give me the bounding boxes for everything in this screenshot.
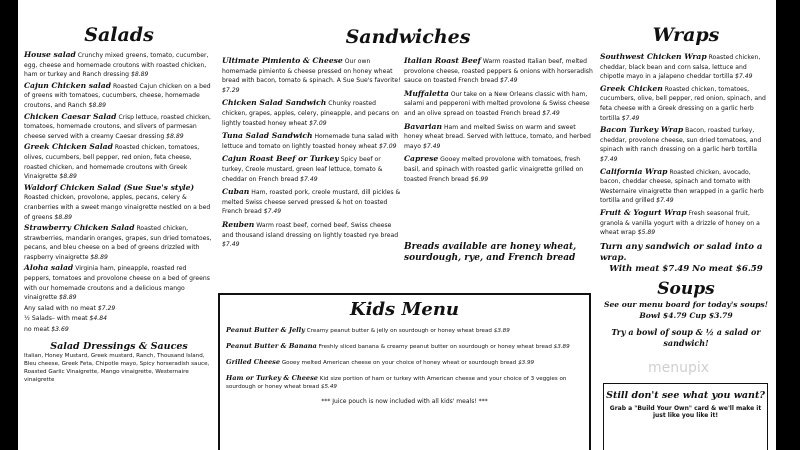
menu-item-price: $7.49: [735, 73, 753, 81]
menu-item: [600, 52, 772, 82]
still-title: Still don't see what you want?: [606, 390, 765, 401]
menu-item-name: Bavarian: [404, 121, 442, 131]
menu-item-price: $3.89: [553, 344, 570, 350]
scan-edge: [776, 0, 800, 450]
menu-item-name: California Wrap: [600, 166, 668, 176]
menu-item-price: $7.49: [656, 197, 674, 205]
menu-item: [24, 325, 214, 335]
wraps-heading: Wraps: [652, 24, 720, 46]
menu-item-description: Gooey melted provolone with tomatoes, fresh basil, and spinach with roasted garlic vinaigrette grilled on toasted French bread: [404, 156, 584, 183]
menu-item: [404, 89, 594, 119]
menu-item-description: Roasted chicken, tomatoes, olives, cucumbers, bell pepper, red onion, feta cheese, roasted chicken, and homemade croutons with Greek Vinaigrette: [24, 144, 200, 181]
menu-item-price: $8.89: [90, 253, 108, 261]
menu-item: [24, 183, 214, 222]
menu-item: [222, 187, 402, 217]
sandwiches-right-list: [404, 56, 594, 187]
soups-line-1: See our menu board for today's soups!: [603, 299, 769, 309]
menu-item-name: Ham or Turkey & Cheese: [226, 374, 318, 382]
menu-item-price: $7.09: [309, 119, 327, 127]
menu-item: [222, 98, 402, 128]
menu-item-description: Roasted chicken, strawberries, mandarin oranges, grapes, sun dried tomatoes, pecans, and bleu cheese on a bed of greens drizzled with raspberry vinaigrette: [24, 225, 212, 261]
menu-item-description: Kid size portion of ham or turkey with American cheese and your choice of 3 veggies on sourdough or honey wheat bread: [226, 376, 567, 390]
menu-item-description: Roasted chicken, provolone, apples, pecans, celery & cranberries with a sweet mango vinaigrette nestled on a bed of greens: [24, 194, 211, 221]
menu-page: [18, 0, 776, 450]
menu-item-description: Roasted chicken, cheddar, black bean and corn salsa, lettuce and chipotle mayo in a jalapeno cheddar tortilla: [600, 54, 761, 81]
menu-item-description: no meat: [24, 326, 50, 334]
wraps-column: [600, 0, 772, 349]
menu-item-name: Greek Chicken: [600, 83, 663, 93]
menu-item: [600, 208, 772, 238]
menu-item-name: Greek Chicken Salad: [24, 142, 113, 152]
menu-item-price: $7.49: [222, 241, 240, 249]
build-your-own-box: [603, 383, 768, 450]
menu-item: [24, 263, 214, 302]
menu-item-price: $7.49: [600, 155, 618, 163]
menu-item-name: Aloha salad: [24, 263, 74, 273]
menu-item: [24, 304, 214, 314]
menu-item-description: Crunchy mixed greens, tomato, cucumber, egg, cheese and homemade croutons with roasted chicken, ham or turkey and Ranch dressing: [24, 52, 209, 79]
menu-item-description: Warm roasted Italian beef, melted provolone cheese, roasted peppers & onions with horseradish sauce on toasted French bread: [404, 58, 593, 85]
menu-item-description: Bacon, roasted turkey, cheddar, provolone cheese, sun dried tomatoes, and spinach with ranch dressing on a garlic herb tortilla: [600, 127, 762, 154]
kids-list: [220, 326, 589, 391]
menu-item: [226, 342, 589, 351]
menu-item: [226, 358, 589, 367]
menu-item-description: Freshly sliced banana & creamy peanut butter on sourdough or honey wheat bread: [318, 344, 552, 350]
menu-item-price: $7.49: [542, 109, 560, 117]
menu-item: [24, 81, 214, 111]
menu-item: [404, 56, 594, 86]
sandwiches-heading: Sandwiches: [345, 26, 471, 48]
menu-item-name: Tuna Salad Sandwich: [222, 131, 313, 141]
menu-item: [600, 125, 772, 164]
kids-heading: Kids Menu: [349, 299, 460, 320]
menu-item-price: $3.99: [518, 360, 535, 366]
menu-item-description: Fresh seasonal fruit, granola & vanilla yogurt with a drizzle of honey on a wheat wrap: [600, 209, 760, 237]
salads-heading: Salads: [84, 24, 154, 46]
menu-item: [222, 56, 402, 95]
dressings-heading: Salad Dressings & Sauces: [50, 340, 188, 352]
menu-item-name: Peanut Butter & Banana: [226, 342, 317, 350]
menu-item: [222, 220, 402, 250]
menu-item-name: Caprese: [404, 154, 439, 164]
menu-item: [600, 84, 772, 123]
menu-item-price: $8.89: [166, 132, 184, 140]
menu-item-name: Grilled Cheese: [226, 358, 281, 366]
menu-item-name: Cajun Chicken salad: [24, 80, 112, 90]
menu-item-description: Spicy beef or turkey, Creole mustard, green leaf lettuce, tomato & cheddar on French bread: [222, 156, 383, 183]
menu-item-price: $8.89: [130, 71, 149, 79]
menu-item-description: Warm roast beef, corned beef, Swiss cheese and thousand island dressing on lightly toasted rye bread: [222, 221, 399, 239]
salads-column: [24, 0, 214, 384]
menu-item-price: $8.89: [59, 173, 77, 181]
menu-item-name: Strawberry Chicken Salad: [24, 223, 135, 233]
menu-item: [600, 167, 772, 206]
menu-item-price: $4.84: [89, 315, 107, 323]
menu-item-price: $7.29: [97, 304, 116, 312]
menu-item-price: $6.99: [470, 175, 489, 183]
menu-item-name: Fruit & Yogurt Wrap: [600, 207, 687, 217]
menu-item-description: Roasted Cajun chicken on a bed of greens with tomatoes, cucumbers, cheese, homemade croutons, and Ranch: [24, 82, 211, 109]
menu-item-description: Virginia ham, pineapple, roasted red peppers, tomatoes and provolone cheese on a bed of greens with our homemade croutons and a delicious mango vinaigrette: [24, 265, 210, 302]
menu-item-description: Roasted chicken, tomatoes, cucumbers, olive, bell pepper, red onion, spinach, and feta cheese with a Greek dressing on a garlic herb tortilla: [600, 85, 766, 122]
menu-item: [226, 326, 589, 335]
menu-item-name: Cuban: [222, 187, 250, 197]
menu-item-name: Chicken Salad Sandwich: [222, 98, 327, 108]
menu-item-description: Creamy peanut butter & jelly on sourdough or honey wheat bread: [306, 328, 492, 334]
menu-item-price: $8.89: [54, 213, 72, 221]
menu-item-price: $7.29: [222, 86, 240, 94]
menu-item-description: Homemade tuna salad with lettuce and tomato on lightly toasted honey wheat: [222, 133, 399, 150]
menu-item-description: Ham, roasted pork, creole mustard, dill pickles & melted Swiss cheese served pressed & hot on toasted French bread: [222, 189, 401, 216]
wraps-list: [600, 52, 772, 238]
menu-item: [24, 223, 214, 262]
menu-item: [24, 50, 214, 80]
menu-item: [24, 142, 214, 181]
menu-item: [404, 122, 594, 152]
menu-item: [222, 154, 402, 184]
menu-item-description: Our take on a New Orleans classic with ham, salami and pepperoni with melted provolone & Swiss cheese and an olive spread on toasted French bread: [404, 90, 590, 117]
menu-item-price: $7.49: [300, 175, 318, 183]
soups-heading: Soups: [657, 278, 715, 299]
menu-item-price: $3.69: [51, 326, 69, 334]
menu-item-price: $7.49: [263, 208, 282, 216]
menu-item-price: $5.89: [637, 229, 656, 237]
menu-item-name: Reuben: [222, 219, 255, 229]
sandwiches-area: [218, 0, 598, 263]
salads-list: [24, 50, 214, 335]
menu-item-name: Chicken Caesar Salad: [24, 111, 117, 121]
watermark: menupix: [648, 360, 710, 376]
menu-item-price: $8.89: [88, 101, 107, 109]
sandwiches-left-list: [222, 56, 402, 253]
menu-item: [222, 131, 402, 151]
menu-item-name: Italian Roast Beef: [404, 56, 481, 65]
menu-item-description: Any salad with no meat: [24, 304, 96, 312]
menu-item-description: Crisp lettuce, roasted chicken, tomatoes, homemade croutons, and slivers of parmesan cheese served with a creamy Caesar dressing: [24, 113, 211, 140]
menu-item-name: Peanut Butter & Jelly: [226, 326, 306, 334]
menu-item-description: Our own homemade pimiento & cheese pressed on honey wheat bread with bacon, tomato & spinach. A Sue Sue's favorite!: [222, 58, 401, 85]
menu-item-description: Chunky roasted chicken, grapes, apples, celery, pineapple, and pecans on lightly toasted honey wheat: [222, 100, 399, 127]
menu-item-name: House salad: [24, 50, 76, 59]
menu-item: [404, 154, 594, 184]
menu-item-name: Waldorf Chicken Salad (Sue Sue's style): [24, 182, 195, 192]
kids-juice-note: *** Juice pouch is now included with all kids' meals! ***: [321, 398, 488, 405]
menu-item-price: $7.49: [621, 114, 640, 122]
menu-item-price: $7.09: [379, 142, 397, 150]
still-text: Grab a "Build Your Own" card & we'll make it just like you like it!: [609, 405, 762, 419]
wrap-any-note: Turn any sandwich or salad into a wrap.: [600, 241, 763, 263]
menu-item-name: Muffaletta: [404, 88, 449, 98]
soups-prices: Bowl $4.79 Cup $3.79: [639, 310, 733, 320]
menu-item-name: Southwest Chicken Wrap: [600, 52, 707, 61]
menu-item-name: Ultimate Pimiento & Cheese: [222, 56, 343, 65]
dressings-list: Italian, Honey Mustard, Greek mustard, Ranch, Thousand Island, Bleu cheese, Greek Feta, Chipotle mayo, Spicy horseradish sauce, Roasted Garlic Vinaigrette, Mango vinaigrette, Westernaire vinaigrette: [24, 352, 210, 383]
menu-item-name: Cajun Roast Beef or Turkey: [222, 154, 339, 164]
menu-item-price: $3.89: [493, 328, 510, 334]
menu-item-description: Ham and melted Swiss on warm and sweet honey wheat bread. Served with lettuce, tomato, and herbed mayo: [404, 123, 591, 150]
menu-item-price: $8.89: [59, 294, 77, 302]
menu-item-name: Bacon Turkey Wrap: [600, 125, 684, 135]
wrap-any-prices: With meat $7.49 No meat $6.59: [609, 263, 763, 274]
menu-item-description: ½ Salads– with meat: [24, 315, 88, 323]
menu-item-description: Roasted chicken, avocado, bacon, cheddar cheese, spinach and tomato with Westernaire vinaigrette then wrapped in a garlic herb tortilla and grilled: [600, 168, 764, 205]
menu-item-price: $7.49: [422, 142, 441, 150]
menu-item: [24, 112, 214, 142]
kids-menu-box: [218, 293, 591, 450]
menu-item-price: $5.49: [320, 384, 337, 390]
soups-combo: Try a bowl of soup & ½ a salad or sandwich!: [611, 326, 761, 348]
menu-item-description: Gooey melted American cheese on your choice of honey wheat or sourdough bread: [281, 360, 517, 366]
menu-item: [226, 374, 589, 391]
breads-note: Breads available are honey wheat, sourdough, rye, and French bread: [404, 242, 577, 263]
menu-item-price: $7.49: [500, 77, 518, 85]
menu-item: [24, 314, 214, 324]
